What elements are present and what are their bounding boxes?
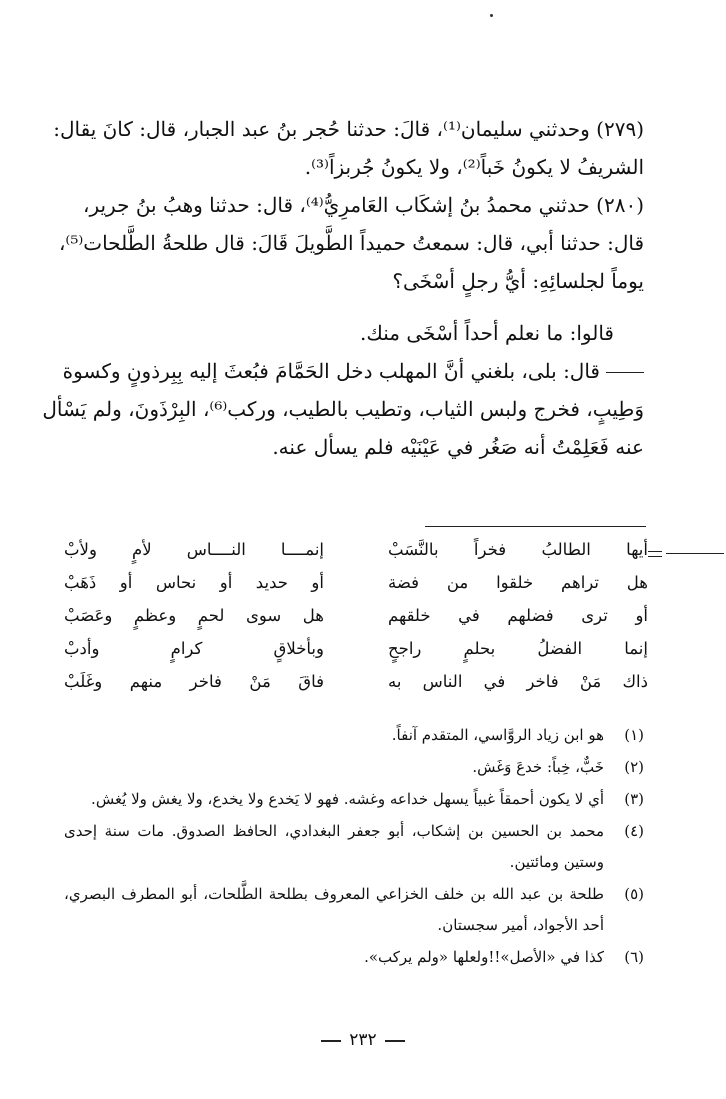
folio-dash [385, 1040, 405, 1042]
paragraph-280: (٢٨٠) حدثني محمدُ بنُ إشكَاب العَامرِيُّ⁽⁴⁾، قال: حدثنا وهبُ بنُ جرير، قال: حدثنا أبي، قال: سمعتُ حميداً الطَّويلَ قَالَ: قال طلحةُ الطَّلحات⁽⁵⁾، يوماً لجلسائِهِ: أيُّ رجلٍ أسْخَى؟ [58, 193, 644, 293]
poem-verse [64, 540, 648, 573]
footnote-number: (٣) [624, 790, 644, 808]
footnotes [64, 720, 644, 974]
speck-mark [490, 14, 493, 17]
footnote-text: محمد بن الحسين بن إشكاب، أبو جعفر البغدادي، الحافظ الصدوق. مات سنة إحدى وستين ومائتين. [64, 822, 604, 871]
footnote-text: هو ابن زياد الروَّاسي، المتقدم آنفاً. [391, 726, 604, 744]
footnote-item [64, 784, 644, 815]
footnote-number: (١) [624, 726, 644, 744]
footnote-separator [425, 526, 646, 527]
paragraph-story [40, 352, 644, 466]
footnote-item [64, 752, 644, 783]
poem-verse [64, 639, 648, 672]
poem-verse [64, 573, 648, 606]
continuation-mark [648, 548, 726, 560]
dash-lead-rule [606, 372, 644, 373]
folio-dash [321, 1040, 341, 1042]
hemistich-first: هل تراهم خلقوا من فضة [388, 573, 648, 592]
hemistich-first: أو ترى فضلهم في خلقهم [388, 606, 648, 625]
footnote-item [64, 720, 644, 751]
footnote-text: كذا في «الأصل»!!ولعلها «ولم يركب». [364, 948, 604, 966]
hemistich-second: أو حديد أو نحاس أو ذَهَبْ [64, 573, 324, 592]
poem-verse [64, 606, 648, 639]
hemistich-first: إنما الفضلُ بحلمٍ راجحٍ [388, 639, 648, 658]
hemistich-first: أيها الطالبُ فخراً بالنَّسَبْ [388, 540, 648, 559]
footnote-text: أي لا يكون أحمقاً غبياً يسهل خداعه وغشه. فهو لا يَخدع ولا يخدع، ولا يغش ولا يُغش. [91, 790, 604, 808]
hemistich-second: فاقَ مَنْ فاخر منهم وغَلَبْ [64, 672, 324, 691]
footnote-number: (٥) [624, 885, 644, 903]
hemistich-second: هل سوى لحمٍ وعظمٍ وعَصَبْ [64, 606, 324, 625]
hemistich-second: وبأخلاقٍ كرامٍ وأدبْ [64, 639, 324, 658]
footnote-text: خَبٌّ، خِباً: خدعَ وَغَش. [472, 758, 604, 776]
hemistich-second: إنمــــا النــــاس لأمٍ ولأبْ [64, 540, 324, 559]
footnote-item [64, 879, 644, 941]
footnote-number: (٦) [624, 948, 644, 966]
footnote-number: (٢) [624, 758, 644, 776]
hemistich-first: ذاك مَنْ فاخر في الناس به [388, 672, 648, 691]
poem-verse [64, 672, 648, 705]
poem-block [64, 540, 648, 705]
footnote-item [64, 942, 644, 973]
paragraph-279: (٢٧٩) وحدثني سليمان⁽¹⁾، قالَ: حدثنا حُجر بنُ عبد الجبار، قال: كانَ يقال: الشريفُ لا يكونُ خَباً⁽²⁾، ولا يكونُ جُربزاً⁽³⁾. [53, 117, 644, 179]
story-text: قال: بلى، بلغني أنَّ المهلب دخل الحَمَّامَ فبُعثَ إليه بِبِرذونٍ وكسوة وَطِيبٍ، فخرج ولبس الثياب، وتطيب بالطيب، وركب⁽⁶⁾، البِرْذَونَ، ولم يَسْأل عنه فَعَلِمْتُ أنه صَغُر في عَيْنَيْه فلم يسأل عنه. [42, 359, 644, 459]
footnote-number: (٤) [624, 822, 644, 840]
page-number [0, 1030, 726, 1050]
paragraph-answer: قالوا: ما نعلم أحداً أسْخَى منك. [360, 321, 614, 345]
footnote-item [64, 816, 644, 878]
footnote-text: طلحة بن عبد الله بن خلف الخزاعي المعروف بطلحة الطَّلحات، أبو المطرف البصري، أحد الأجواد، أمير سجستان. [64, 885, 604, 934]
page-number-value: ٢٣٢ [349, 1030, 377, 1050]
